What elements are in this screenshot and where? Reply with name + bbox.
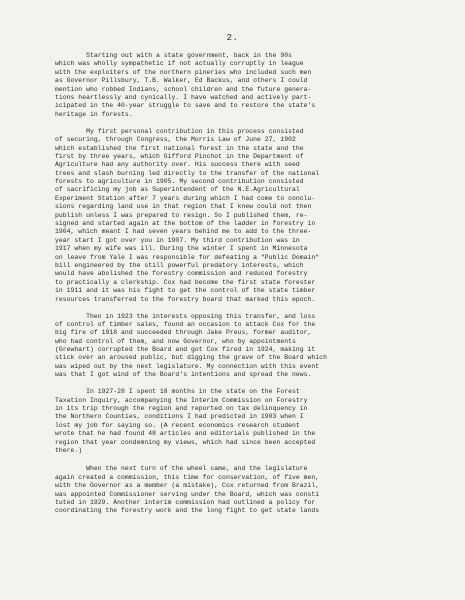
paragraph-gap bbox=[55, 119, 455, 128]
letter-body bbox=[55, 52, 455, 516]
text-line: in its trip through the region and reported on tax delinquency in bbox=[55, 405, 308, 413]
text-line: forests to agriculture in 1905. My second contribution consisted bbox=[55, 178, 304, 186]
text-line: Starting out with a state government, back in the 90s bbox=[55, 52, 292, 59]
text-line: big fire of 1918 and succeeded through Jake Preus, former auditor, bbox=[55, 329, 312, 337]
text-line: as Governor Pillsbury, T.B. Walker, Ed Backus, and others I could bbox=[55, 77, 308, 85]
text-line: tions heartlessly and cynically. I have watched and actively part- bbox=[55, 93, 312, 101]
text-line: region that year condemning my views, which had since been accepted bbox=[55, 438, 316, 446]
page-number: 2. bbox=[226, 33, 239, 43]
paragraph-1 bbox=[55, 52, 455, 119]
text-line: (Grewhart) corrupted the Board and got Cox fired in 1924, making it bbox=[55, 346, 316, 354]
text-line: would have abolished the forestry commission and reduced forestry bbox=[55, 270, 308, 278]
paragraph-3 bbox=[55, 313, 455, 380]
text-line: 1917 when my wife was ill. During the winter I spent in Minnesota bbox=[55, 245, 308, 253]
paragraph-4 bbox=[55, 388, 455, 455]
text-line: bill engineered by the still powerful predatory interests, which bbox=[55, 261, 304, 269]
text-line: there.) bbox=[55, 446, 83, 454]
text-line: coordinating the forestry work and the long fight to get state lands bbox=[55, 507, 320, 515]
text-line: to practically a clerkship. Cox had become the first state forester bbox=[55, 278, 316, 286]
paragraph-2 bbox=[55, 128, 455, 304]
text-line: tuted in 1929. Another interim commission had outlined a policy for bbox=[55, 498, 316, 506]
text-line: was appointed Commissioner serving under the Board, which was consti bbox=[55, 490, 320, 498]
text-line: signed and started again at the bottom of the ladder in forestry in bbox=[55, 220, 316, 228]
text-line: heritage in forests. bbox=[55, 110, 133, 118]
text-line: Agriculture had any authority over. His success there with seed bbox=[55, 161, 300, 169]
text-line: first by three years, which Gifford Pinchot in the Department of bbox=[55, 152, 304, 160]
text-line: the Northern Counties, conditions I had predicted in 1903 when I bbox=[55, 413, 304, 421]
text-line: lost my job for saying so. (A recent economics research student bbox=[55, 421, 300, 429]
text-line: mention who robbed Indians, school children and the future genera- bbox=[55, 85, 312, 93]
text-line: of securing, through Congress, the Morris Law of June 27, 1902 bbox=[55, 136, 296, 144]
text-line: who had control of them, and now Governor, who by appointments bbox=[55, 337, 296, 345]
text-line: again created a commission, this time for conservation, of five men, bbox=[55, 473, 320, 481]
text-line: sions regarding land use in that region that I knew could not then bbox=[55, 203, 312, 211]
text-line: stick over an aroused public, but digging the grave of the Board which bbox=[55, 354, 327, 362]
text-line: wrote that he had found 48 articles and editorials published in the bbox=[55, 430, 316, 438]
text-line: My first personal contribution in this process consisted bbox=[55, 127, 304, 135]
text-line: resources transferred to the forestry board that marked this epoch. bbox=[55, 295, 316, 303]
text-line: When the next turn of the wheel came, and the legislature bbox=[55, 465, 308, 473]
text-line: was wiped out by the next legislature. My connection with this event bbox=[55, 362, 320, 370]
text-line: 1904, which meant I had seven years behind me to add to the three- bbox=[55, 228, 312, 236]
paragraph-5 bbox=[55, 465, 455, 515]
text-line: with the Governor as a member (a mistake), Cox returned from Brazil, bbox=[55, 482, 320, 490]
text-line: was that I got wind of the Board's intentions and spread the news. bbox=[55, 371, 312, 379]
text-line: trees and slash burning led directly to the transfer of the national bbox=[55, 169, 320, 177]
paragraph-gap bbox=[55, 455, 455, 465]
text-line: in 1911 and it was his fight to get the control of the state timber bbox=[55, 287, 316, 295]
text-line: icipated in the 40-year struggle to save and to restore the state's bbox=[55, 102, 316, 110]
text-line: year start I got over you in 1907. My third contribution was in bbox=[55, 236, 300, 244]
text-line: Taxation Inquiry, accompanying the Interim Commission on Forestry bbox=[55, 396, 308, 404]
text-line: of control of timber sales, found an occasion to attack Cox for the bbox=[55, 320, 316, 328]
text-line: In 1927-28 I spent 18 months in the state on the Forest bbox=[55, 388, 300, 396]
text-line: which was wholly sympathetic if not actually corruptly in league bbox=[55, 60, 304, 68]
text-line: publish unless I was prepared to resign. So I published them, re- bbox=[55, 211, 308, 219]
text-line: which established the first national forest in the state and the bbox=[55, 144, 304, 152]
text-line: on leave from Yale I was responsible for defeating a "Public Domain" bbox=[55, 253, 320, 261]
paragraph-gap bbox=[55, 304, 455, 313]
text-line: of sacrificing my job as Superintendent of the N.E.Agricultural bbox=[55, 186, 300, 194]
text-line: Experiment Station after 7 years during which I had come to conclu- bbox=[55, 194, 316, 202]
text-line: with the exploiters of the northern pineries who included such men bbox=[55, 68, 312, 76]
paragraph-gap bbox=[55, 380, 455, 389]
text-line: Then in 1923 the interests opposing this transfer, and loss bbox=[55, 312, 316, 320]
